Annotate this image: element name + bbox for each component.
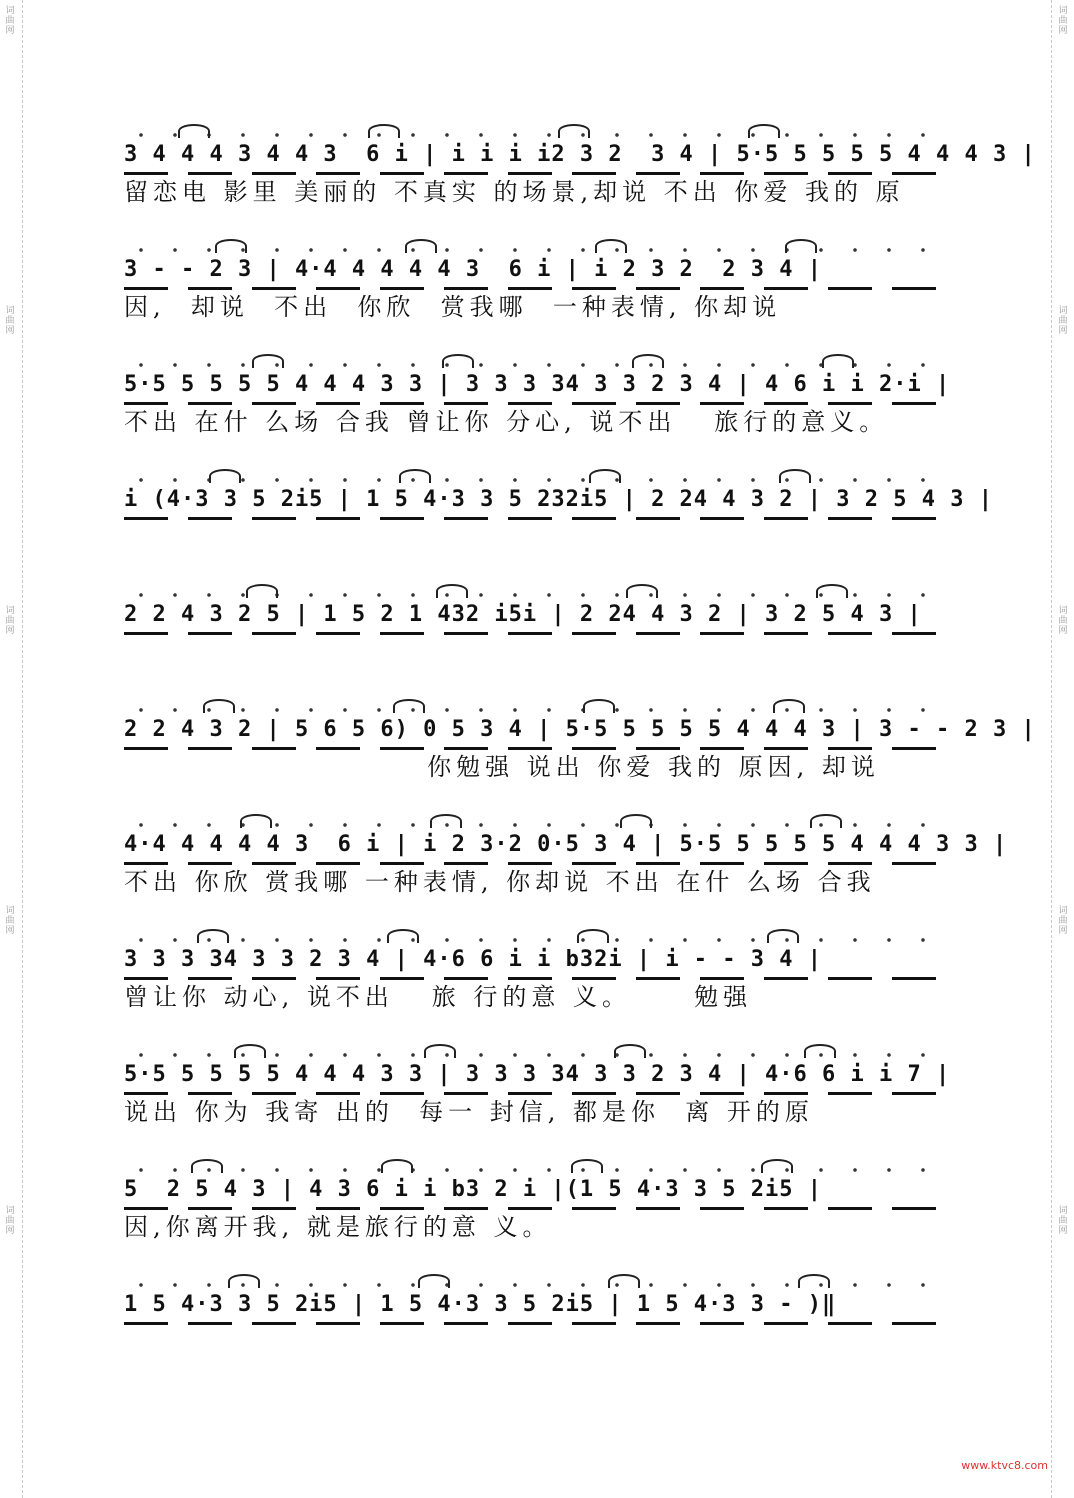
score-system <box>118 455 993 570</box>
score-system <box>118 915 963 1030</box>
score-system <box>118 800 1008 915</box>
score-system <box>118 570 963 685</box>
margin-watermark-text: 词 曲 网 <box>5 906 15 936</box>
slur-mark <box>595 239 627 253</box>
slur-mark <box>191 1159 223 1173</box>
slur-mark <box>785 239 817 253</box>
lyrics-line: 不出 你欣 赏我哪 一种表情, 你却说 不出 在什 么场 合我 <box>124 868 876 896</box>
notation-line: 5·5 5 5 5 5 4 4 4 3 3 | 3 3 3 34 3 3 2 3 4 | 4·6 6 i i 7 | <box>124 1062 951 1087</box>
slur-mark <box>614 1044 646 1058</box>
slur-mark <box>399 469 431 483</box>
notation-line: 2 2 4 3 2 | 5 6 5 6) 0 5 3 4 | 5·5 5 5 5 5 4 4 4 3 | 3 - - 2 3 | <box>124 717 1036 742</box>
slur-mark <box>203 699 235 713</box>
slur-mark <box>626 584 658 598</box>
slur-mark <box>430 814 462 828</box>
margin-watermark-text: 词 曲 网 <box>1058 1206 1068 1236</box>
score-system <box>118 1260 963 1375</box>
slur-mark <box>583 699 615 713</box>
left-margin-watermark <box>0 0 23 1498</box>
notation-line: 5 2 5 4 3 | 4 3 6 i i b3 2 i |(1 5 4·3 3 5 2i5 | <box>124 1177 823 1202</box>
margin-watermark-text: 词 曲 网 <box>1058 606 1068 636</box>
slur-mark <box>240 814 272 828</box>
slur-mark <box>620 814 652 828</box>
slur-mark <box>246 584 278 598</box>
slur-mark <box>215 239 247 253</box>
slur-mark <box>197 929 229 943</box>
score-system <box>118 340 963 455</box>
slur-mark <box>381 1159 413 1173</box>
slur-mark <box>767 929 799 943</box>
score-system <box>118 110 1036 225</box>
beam-underline <box>124 977 954 980</box>
slur-mark <box>632 354 664 368</box>
beam-underline <box>124 1092 954 1095</box>
beam-underline <box>124 632 954 635</box>
slur-mark <box>773 699 805 713</box>
slur-mark <box>442 354 474 368</box>
slur-mark <box>589 469 621 483</box>
slur-mark <box>424 1044 456 1058</box>
beam-underline <box>124 172 954 175</box>
score-system <box>118 225 963 340</box>
slur-mark <box>368 124 400 138</box>
slur-mark <box>761 1159 793 1173</box>
margin-watermark-text: 词 曲 网 <box>5 606 15 636</box>
slur-mark <box>436 584 468 598</box>
notation-line: 3 4 4 4 3 4 4 3 6 i | i i i i2 3 2 3 4 | 5·5 5 5 5 5 4 4 4 3 | <box>124 142 1036 167</box>
slur-mark <box>178 124 210 138</box>
slur-mark <box>405 239 437 253</box>
lyrics-line: 因,你离开我, 就是旅行的意 义。 <box>124 1213 552 1241</box>
slur-mark <box>816 584 848 598</box>
lyrics-line: 留恋电 影里 美丽的 不真实 的场景,却说 不出 你爱 我的 原 <box>124 178 905 206</box>
margin-watermark-text: 词 曲 网 <box>1058 306 1068 336</box>
notation-line: 3 3 3 34 3 3 2 3 4 | 4·6 6 i i b32i | i - - 3 4 | <box>124 947 823 972</box>
slur-mark <box>822 354 854 368</box>
notation-line: 2 2 4 3 2 5 | 1 5 2 1 432 i5i | 2 24 4 3 2 | 3 2 5 4 3 | <box>124 602 922 627</box>
score-system <box>118 1145 963 1260</box>
notation-line: 1 5 4·3 3 5 2i5 | 1 5 4·3 3 5 2i5 | 1 5 4·3 3 - )‖ <box>124 1292 837 1317</box>
jianpu-score <box>118 110 1036 1375</box>
margin-watermark-text: 词 曲 网 <box>5 306 15 336</box>
slur-mark <box>234 1044 266 1058</box>
slur-mark <box>418 1274 450 1288</box>
slur-mark <box>748 124 780 138</box>
slur-mark <box>571 1159 603 1173</box>
notation-line: i (4·3 3 5 2i5 | 1 5 4·3 3 5 232i5 | 2 24 4 3 2 | 3 2 5 4 3 | <box>124 487 993 512</box>
slur-mark <box>252 354 284 368</box>
slur-mark <box>810 814 842 828</box>
site-watermark: www.ktvc8.com <box>961 1459 1048 1472</box>
notation-line: 4·4 4 4 4 4 3 6 i | i 2 3·2 0·5 3 4 | 5·5 5 5 5 5 4 4 4 3 3 | <box>124 832 1008 857</box>
slur-mark <box>804 1044 836 1058</box>
slur-mark <box>387 929 419 943</box>
score-system <box>118 685 1036 800</box>
lyrics-line: 因, 却说 不出 你欣 赏我哪 一种表情, 你却说 <box>124 293 782 321</box>
slur-mark <box>608 1274 640 1288</box>
slur-mark <box>577 929 609 943</box>
slur-mark <box>228 1274 260 1288</box>
margin-watermark-text: 词 曲 网 <box>5 6 15 36</box>
score-system <box>118 1030 963 1145</box>
beam-underline <box>124 1322 954 1325</box>
slur-mark <box>209 469 241 483</box>
margin-watermark-text: 词 曲 网 <box>5 1206 15 1236</box>
beam-underline <box>124 862 954 865</box>
lyrics-line: 你勉强 说出 你爱 我的 原因, 却说 <box>124 753 880 781</box>
beam-underline <box>124 287 954 290</box>
slur-mark <box>393 699 425 713</box>
lyrics-line: 曾让你 动心, 说不出 旅 行的意 义。 勉强 <box>124 983 753 1011</box>
lyrics-line: 不出 在什 么场 合我 曾让你 分心, 说不出 旅行的意义。 <box>124 408 889 436</box>
right-margin-watermark <box>1051 0 1074 1498</box>
beam-underline <box>124 517 954 520</box>
beam-underline <box>124 747 954 750</box>
margin-watermark-text: 词 曲 网 <box>1058 906 1068 936</box>
beam-underline <box>124 402 954 405</box>
margin-watermark-text: 词 曲 网 <box>1058 6 1068 36</box>
notation-line: 5·5 5 5 5 5 4 4 4 3 3 | 3 3 3 34 3 3 2 3 4 | 4 6 i i 2·i | <box>124 372 951 397</box>
slur-mark <box>798 1274 830 1288</box>
slur-mark <box>779 469 811 483</box>
slur-mark <box>558 124 590 138</box>
beam-underline <box>124 1207 954 1210</box>
notation-line: 3 - - 2 3 | 4·4 4 4 4 4 3 6 i | i 2 3 2 2 3 4 | <box>124 257 823 282</box>
lyrics-line: 说出 你为 我寄 出的 每一 封信, 都是你 离 开的原 <box>124 1098 814 1126</box>
